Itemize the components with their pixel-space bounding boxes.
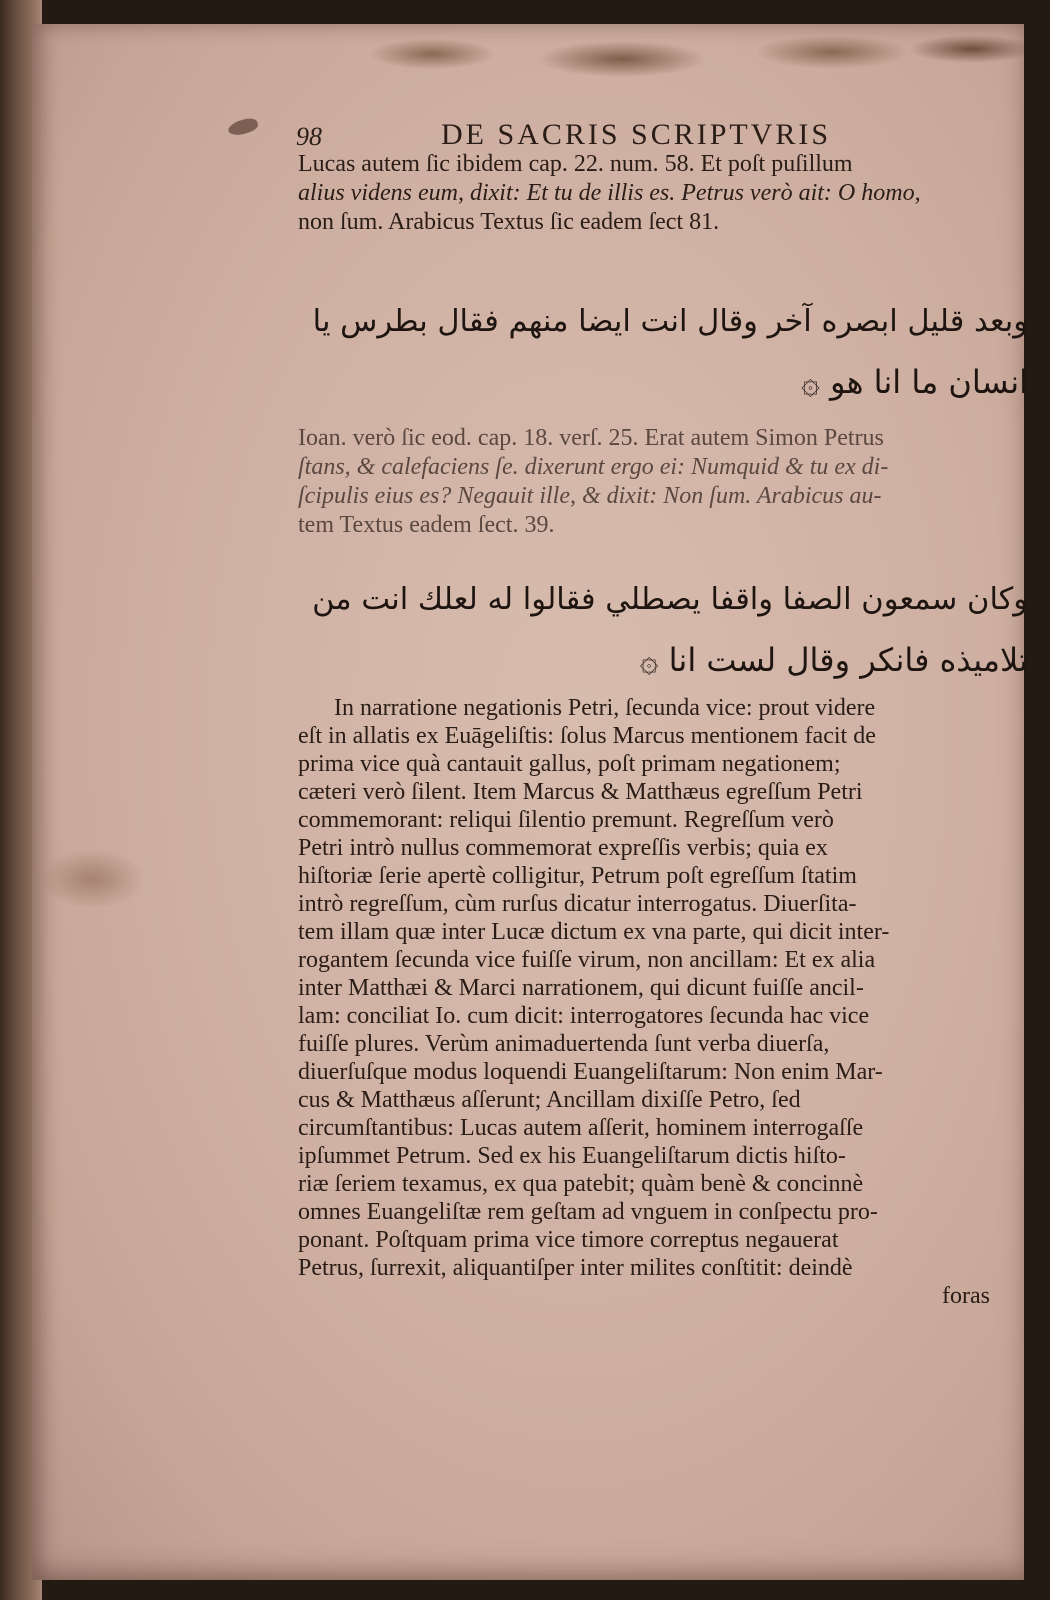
text-line: eſt in allatis ex Euāgeliſtis: ſolus Marcus mentionem facit de (298, 723, 876, 749)
text-line: tem illam quæ inter Lucæ dictum ex vna parte, qui dicit inter- (298, 919, 890, 945)
text-line: intrò regreſſum, cùm rurſus dicatur interrogatus. Diuerſita- (298, 891, 857, 917)
text-line: Petrus, ſurrexit, aliquantiſper inter milites conſtitit: deindè (298, 1255, 853, 1281)
arabic-line: وكان سمعون الصفا واقفا يصطلي فقالوا له لعلك انت من (312, 582, 1028, 617)
text-line: tem Textus eadem ſect. 39. (298, 512, 555, 538)
text-line: Petri intrò nullus commemorat expreſſis verbis; quia ex (298, 835, 828, 861)
paragraph-john (298, 424, 1010, 540)
text-line: circumſtantibus: Lucas autem aſſerit, hominem interrogaſſe (298, 1115, 864, 1141)
text-line: omnes Euangeliſtæ rem geſtam ad vnguem in conſpectu pro- (298, 1199, 878, 1225)
paragraph-narratio (298, 694, 1010, 1310)
text-line: lam: conciliat Io. cum dicit: interrogatores ſecunda hac vice (298, 1003, 870, 1029)
paragraph-luke (298, 150, 1010, 237)
running-title: DE SACRIS SCRIPTVRIS (441, 118, 832, 151)
page-number: 98 (296, 122, 322, 151)
text-line: In narratione negationis Petri, ſecunda vice: prout videre (334, 695, 876, 721)
arabic-text-luke (308, 292, 1028, 412)
text-line: riæ ſeriem texamus, ex qua patebit; quàm benè & concinnè (298, 1171, 864, 1197)
text-line: ponant. Poſtquam prima vice timore correptus negauerat (298, 1227, 839, 1253)
text-line: hiſtoriæ ſerie apertè colligitur, Petrum poſt egreſſum ſtatim (298, 863, 857, 889)
text-line: commemorant: reliqui ſilentio premunt. Regreſſum verò (298, 807, 834, 833)
catchword: foras (942, 1283, 990, 1309)
text-line: cæteri verò ſilent. Item Marcus & Matthæus egreſſum Petri (298, 779, 863, 805)
text-line: fuiſſe plures. Verùm animaduertenda ſunt verba diuerſa, (298, 1031, 830, 1057)
text-line: ſtans, & calefaciens ſe. dixerunt ergo ei: Numquid & tu ex di- (298, 454, 889, 480)
text-line: Ioan. verò ſic eod. cap. 18. verſ. 25. Erat autem Simon Petrus (298, 425, 884, 451)
text-line: cus & Matthæus aſſerunt; Ancillam dixiſſe Petro, ſed (298, 1087, 801, 1113)
text-line: rogantem ſecunda vice fuiſſe virum, non ancillam: Et ex alia (298, 947, 876, 973)
text-line: ſcipulis eius es? Negauit ille, & dixit: Non ſum. Arabicus au- (298, 483, 882, 509)
text-line: prima vice quà cantauit gallus, poſt primam negationem; (298, 751, 841, 777)
arabic-line: انسان ما انا هو ۞ (801, 363, 1028, 401)
text-line: non ſum. Arabicus Textus ſic eadem ſect 81. (298, 209, 720, 235)
page-top-damage (362, 24, 1024, 104)
page-stain (32, 824, 182, 934)
text-line: alius videns eum, dixit: Et tu de illis es. Petrus verò ait: O homo, (298, 180, 921, 206)
arabic-line: تلاميذه فانكر وقال لست انا ۞ (639, 641, 1028, 679)
text-line: inter Matthæi & Marci narrationem, qui dicunt fuiſſe ancil- (298, 975, 864, 1001)
arabic-text-john (308, 570, 1028, 690)
text-line: Lucas autem ſic ibidem cap. 22. num. 58. Et poſt puſillum (298, 151, 853, 177)
arabic-line: وبعد قليل ابصره آخر وقال انت ايضا منهم فقال بطرس يا (312, 304, 1028, 339)
text-line: ipſummet Petrum. Sed ex his Euangeliſtarum dictis hiſto- (298, 1143, 846, 1169)
text-line: diuerſuſque modus loquendi Euangeliſtarum: Non enim Mar- (298, 1059, 883, 1085)
